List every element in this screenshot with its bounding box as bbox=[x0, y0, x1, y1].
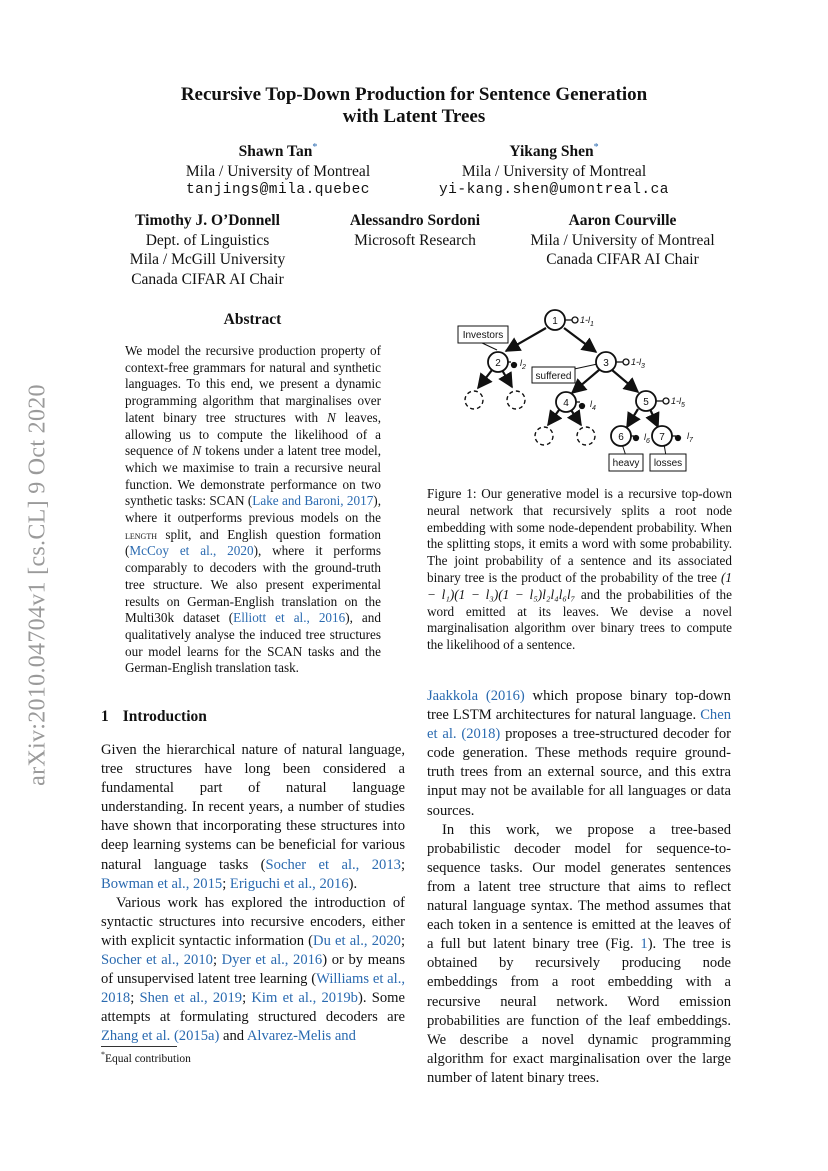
abstract-text: We model the recursive production property of context-free grammars for natural and synthetic languages. To this end, we present a dynamic programming algorithm that marginalises over latent binary tree structures with bbox=[125, 343, 381, 425]
right-column-body bbox=[427, 687, 731, 1088]
citation-link[interactable]: Socher et al., 2010 bbox=[101, 952, 213, 969]
author-name: Shawn Tan bbox=[238, 143, 313, 161]
author-affiliation: Mila / University of Montreal bbox=[185, 162, 371, 180]
prob-label-1-l3: $1-l_3$ bbox=[631, 357, 645, 370]
prob-label-l4: $l_4$ bbox=[590, 399, 596, 412]
citation-link[interactable]: Alvarez-Melis and bbox=[246, 1028, 356, 1045]
author-affiliation: Canada CIFAR AI Chair bbox=[546, 251, 699, 268]
abstract-text: split, and English question formation ( bbox=[125, 526, 381, 559]
separator: ; bbox=[212, 952, 222, 969]
footnote-text: Equal contribution bbox=[105, 1052, 191, 1065]
section-title: Introduction bbox=[122, 708, 207, 725]
paragraph bbox=[101, 741, 405, 894]
abstract-text: ), where it performs comparably to decoders with the ground-truth tree structure. We also present experimental results on German-English translation on the Multi30k dataset ( bbox=[125, 543, 381, 626]
author-yikang-shen bbox=[414, 138, 694, 201]
node-label: 6 bbox=[618, 432, 624, 443]
paragraph-text: ). The tree is obtained by recursively producing node embeddings from a root embedding with a recursive neural network. Word emission probabilities are function of the leaf embeddings. We describe a novel dynamic programming algorithm for exact marginalisation over the large number of latent binary trees. bbox=[427, 936, 731, 1086]
node-label: 7 bbox=[659, 432, 665, 443]
paragraph-text: Various work has explored the introduction of syntactic structures into recursive encoders, either with explicit syntactic information ( bbox=[101, 894, 405, 949]
stop-indicator bbox=[572, 317, 578, 323]
length-split-term: length bbox=[125, 527, 157, 542]
paragraph-text: ). bbox=[348, 875, 358, 892]
node-label: 5 bbox=[643, 397, 649, 408]
node-label: 4 bbox=[563, 398, 569, 409]
citation-link[interactable]: Socher et al., 2013 bbox=[265, 856, 401, 873]
paragraph-text: and bbox=[219, 1028, 247, 1045]
tree-edge bbox=[650, 409, 658, 427]
separator: ; bbox=[242, 990, 252, 1007]
equal-contrib-mark[interactable]: * bbox=[312, 142, 318, 153]
node-label: 1 bbox=[552, 316, 558, 327]
separator: ; bbox=[400, 856, 405, 873]
author-affiliation: Microsoft Research bbox=[354, 231, 476, 249]
node-label: 3 bbox=[603, 358, 609, 369]
separator: ; bbox=[222, 875, 230, 892]
tree-edge bbox=[564, 328, 596, 352]
citation-link[interactable]: Zhang et al. (2015a) bbox=[101, 1028, 220, 1045]
title-line-2: with Latent Trees bbox=[342, 106, 486, 127]
citation-link[interactable]: Shen et al., 2019 bbox=[139, 990, 243, 1007]
abstract-heading: Abstract bbox=[223, 311, 282, 328]
abstract-text: tokens under a latent tree model, which we maximise to train a recursive neural function. We demonstrate performance on two synthetic tasks: SCAN ( bbox=[125, 443, 382, 509]
separator: ; bbox=[130, 990, 140, 1007]
author-email[interactable]: tanjings@mila.quebec bbox=[185, 182, 371, 199]
figure-ref-link[interactable]: 1 bbox=[640, 936, 648, 953]
node-label: 2 bbox=[495, 358, 501, 369]
citation-link[interactable]: Dyer et al., 2016 bbox=[221, 952, 323, 969]
latent-node-dashed bbox=[507, 391, 525, 409]
author-name: Timothy J. O’Donnell bbox=[135, 212, 280, 229]
arxiv-sidebar-stamp bbox=[10, 350, 66, 820]
tree-edge bbox=[572, 370, 599, 393]
prob-label-1-l1: $1-l_1$ bbox=[580, 315, 594, 328]
latent-node-dashed bbox=[535, 427, 553, 445]
title-line-1: Recursive Top-Down Production for Sentence Generation bbox=[180, 84, 648, 105]
author-shawn-tan bbox=[158, 138, 398, 201]
word-losses: losses bbox=[653, 458, 683, 469]
abstract-text: leaves, allowing us to compute the likelihood of a sequence of bbox=[125, 409, 381, 459]
separator: ; bbox=[400, 932, 405, 949]
prob-label-l7: $l_7$ bbox=[687, 431, 693, 444]
footnote-mark: * bbox=[101, 1050, 105, 1059]
caption-formula: (1 − l₁)(1 − l₃)(1 − l₅)l₂l₄l₆l₇ bbox=[427, 569, 732, 602]
prob-label-l6: $l_6$ bbox=[644, 432, 650, 445]
author-name: Aaron Courville bbox=[568, 212, 677, 229]
tree-edge bbox=[612, 370, 638, 392]
author-name: Alessandro Sordoni bbox=[349, 212, 481, 229]
emit-indicator bbox=[676, 436, 681, 441]
emit-indicator bbox=[512, 363, 517, 368]
caption-text: and the probabilities of the word emitted at its leaves. We devise a novel marginalisation algorithm over binary trees to compute the likelihood of a sentence. bbox=[427, 586, 732, 653]
word-suffered: suffered bbox=[535, 371, 572, 382]
latent-node-dashed bbox=[465, 391, 483, 409]
citation-link[interactable]: Du et al., 2020 bbox=[313, 932, 401, 949]
author-email[interactable]: yi-kang.shen@umontreal.ca bbox=[438, 182, 670, 199]
abstract-text: ), where it outperforms previous models on the bbox=[125, 493, 381, 526]
citation-link[interactable]: Lake and Baroni, 2017 bbox=[252, 493, 374, 509]
citation-link[interactable]: Elliott et al., 2016 bbox=[233, 610, 346, 626]
paragraph-text: which propose binary top-down tree LSTM architectures for natural language. bbox=[427, 688, 731, 724]
citation-link[interactable]: Jaakkola (2016) bbox=[427, 688, 525, 704]
citation-link[interactable]: Kim et al., 2019b bbox=[251, 990, 358, 1007]
paragraph-text: Given the hierarchical nature of natural language, tree structures have long been considered a fundamental part of natural language understanding. In recent years, a number of studies have shown that incorporating these structures into deep learning systems can be beneficial for various natural language tasks ( bbox=[101, 742, 405, 873]
left-column-body bbox=[101, 741, 405, 1047]
footnote bbox=[101, 1050, 191, 1065]
footnote-rule bbox=[101, 1046, 177, 1047]
latent-node-dashed bbox=[577, 427, 595, 445]
citation-link[interactable]: Eriguchi et al., 2016 bbox=[229, 875, 349, 892]
prob-label-l2: $l_2$ bbox=[520, 358, 526, 371]
paragraph bbox=[427, 821, 731, 1088]
tree-edge-dashed-child bbox=[548, 410, 559, 425]
author-affiliation: Mila / University of Montreal bbox=[461, 162, 647, 180]
section-heading-introduction bbox=[101, 708, 207, 726]
tree-edge-dashed-child bbox=[478, 370, 492, 388]
tree-edge-dashed-child bbox=[571, 410, 581, 425]
tree-edge-dashed-child bbox=[502, 370, 512, 387]
citation-link[interactable]: Williams et al., 2018 bbox=[101, 971, 405, 1007]
paper-title bbox=[100, 84, 728, 128]
author-alessandro-sordoni bbox=[320, 211, 510, 250]
stop-indicator bbox=[663, 398, 669, 404]
math-N: N bbox=[327, 409, 336, 425]
citation-link[interactable]: Chen et al. (2018) bbox=[427, 707, 731, 743]
author-affiliation: Canada CIFAR AI Chair bbox=[131, 270, 284, 288]
emit-indicator bbox=[580, 404, 585, 409]
author-affiliation: Mila / University of Montreal bbox=[530, 231, 715, 249]
paragraph bbox=[101, 894, 405, 1047]
citation-link[interactable]: McCoy et al., 2020 bbox=[129, 543, 254, 559]
author-timothy-odonnell bbox=[100, 211, 315, 289]
word-investors: Investors bbox=[462, 330, 504, 341]
math-N: N bbox=[192, 443, 202, 459]
caption-text: Figure 1: Our generative model is a recursive top-down neural network that recursively splits a root node embedding with some node-dependent probability. When the splitting stops, it emits a word with some probability. The joint probability of a sentence and its associated binary tree is the product of the probability of the tree bbox=[427, 486, 732, 585]
tree-edge bbox=[506, 328, 546, 351]
prob-label-1-l5: $1-l_5$ bbox=[671, 396, 685, 409]
equal-contrib-mark[interactable]: * bbox=[593, 142, 599, 153]
paragraph-text: In this work, we propose a tree-based probabilistic decoder model for sequence-to-sequence tasks. Our model generates sentences from a latent tree structure that aims to reflect natural language syntax. The method assumes that each token in a sentence is emitted at the leaves of a full but latent binary tree (Fig. bbox=[427, 821, 731, 953]
paragraph-text: ) or by means of unsupervised latent tree learning ( bbox=[101, 952, 405, 988]
author-name: Yikang Shen bbox=[509, 143, 594, 161]
paragraph-text: ). Some attempts at formulating structured decoders are bbox=[101, 990, 406, 1026]
section-number: 1 bbox=[101, 708, 109, 725]
emit-indicator bbox=[634, 436, 639, 441]
stop-indicator bbox=[623, 359, 629, 365]
abstract-text: ), and qualitatively analyse the induced tree structures our model learns for the SCAN tasks and the German-English translation task. bbox=[125, 610, 381, 676]
tree-edge bbox=[627, 409, 638, 427]
word-heavy: heavy bbox=[612, 458, 640, 469]
author-affiliation: Dept. of Linguistics bbox=[145, 231, 270, 249]
paragraph-text: proposes a tree-structured decoder for code generation. These methods require ground-truth trees from an external source, and this extra input may not be available for all languages or data sources. bbox=[427, 726, 731, 819]
arxiv-id: arXiv:2010.04704v1 [cs.CL] 9 Oct 2020 bbox=[24, 384, 51, 786]
paragraph bbox=[427, 687, 731, 821]
figure-1-caption bbox=[427, 486, 732, 654]
author-aaron-courville bbox=[510, 211, 735, 270]
citation-link[interactable]: Bowman et al., 2015 bbox=[101, 875, 223, 892]
figure-1-tree-diagram bbox=[440, 306, 730, 476]
abstract-body bbox=[125, 343, 381, 677]
author-affiliation: Mila / McGill University bbox=[129, 251, 286, 268]
